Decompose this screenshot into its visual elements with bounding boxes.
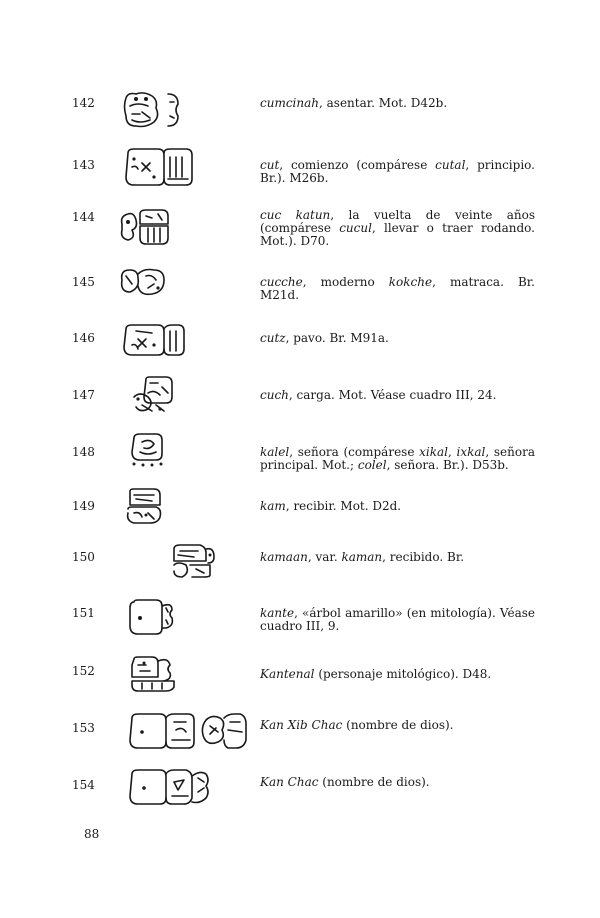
page-number: 88 xyxy=(84,827,100,841)
entry-text: cut, comienzo (compárese cutal, principio. Br.). M26b. xyxy=(260,158,535,185)
glyph-152-icon xyxy=(128,655,178,693)
glyph-144-icon xyxy=(118,208,174,246)
entry-text: Kan Chac (nombre de dios). xyxy=(260,775,430,789)
entry-number: 153 xyxy=(72,721,95,735)
entry-number: 154 xyxy=(72,778,95,792)
entry-number: 143 xyxy=(72,158,95,172)
entry-number: 145 xyxy=(72,275,95,289)
glyph-148-icon xyxy=(128,432,168,468)
entry-number: 146 xyxy=(72,331,95,345)
glyph-146-icon xyxy=(122,323,186,357)
glyph-147-icon xyxy=(130,375,176,415)
entry-number: 152 xyxy=(72,664,95,678)
entry-text: kalel, señora (compárese xikal, ixkal, señora principal. Mot.; colel, señora. Br.). D53b. xyxy=(260,445,535,472)
entry-text: cuc katun, la vuelta de veinte años (compárese cucul, llevar o traer rodando. Mot.). D70. xyxy=(260,208,535,248)
entry-text: Kan Xib Chac (nombre de dios). xyxy=(260,718,454,732)
entry-number: 149 xyxy=(72,499,95,513)
entry-text: cuch, carga. Mot. Véase cuadro III, 24. xyxy=(260,388,497,402)
glyph-142-icon xyxy=(122,90,184,130)
entry-number: 148 xyxy=(72,445,95,459)
glyph-149-icon xyxy=(124,487,164,525)
entry-text: cucche, moderno kokche, matraca. Br. M21d. xyxy=(260,275,535,302)
glyph-154-icon xyxy=(128,768,212,806)
glyph-145-icon xyxy=(118,266,168,298)
entry-text: cutz, pavo. Br. M91a. xyxy=(260,331,389,345)
glyph-150-icon xyxy=(170,543,216,579)
entry-text: kamaan, var. kaman, recibido. Br. xyxy=(260,550,465,564)
entry-number: 150 xyxy=(72,550,95,564)
entry-number: 142 xyxy=(72,96,95,110)
entry-text: kante, «árbol amarillo» (en mitología). Véase cuadro III, 9. xyxy=(260,606,535,633)
entry-number: 151 xyxy=(72,606,95,620)
entry-text: Kantenal (personaje mitológico). D48. xyxy=(260,667,492,681)
entry-number: 147 xyxy=(72,388,95,402)
glyph-143-icon xyxy=(124,147,194,187)
entry-text: cumcinah, asentar. Mot. D42b. xyxy=(260,96,448,110)
entry-text: kam, recibir. Mot. D2d. xyxy=(260,499,402,513)
glyph-153-icon xyxy=(128,712,248,750)
glyph-151-icon xyxy=(128,598,178,636)
entry-number: 144 xyxy=(72,210,95,224)
